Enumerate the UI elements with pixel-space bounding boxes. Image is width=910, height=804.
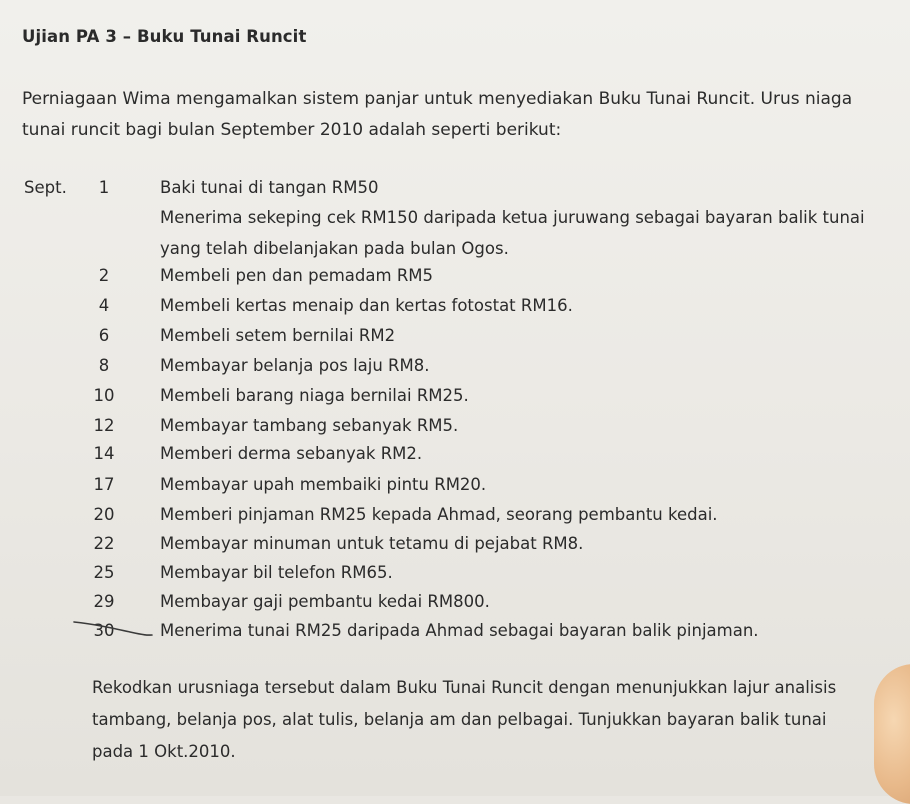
transaction-description: Membayar tambang sebanyak RM5. bbox=[160, 416, 459, 435]
transaction-description: Membayar bil telefon RM65. bbox=[160, 563, 393, 582]
transaction-day: 8 bbox=[98, 356, 110, 375]
transaction-day: 4 bbox=[98, 296, 110, 315]
transaction-description: Baki tunai di tangan RM50 bbox=[160, 178, 379, 197]
transaction-description: Menerima tunai RM25 daripada Ahmad sebagai bayaran balik pinjaman. bbox=[160, 621, 759, 640]
transaction-day: 14 bbox=[93, 444, 115, 463]
intro-paragraph: Perniagaan Wima mengamalkan sistem panjar untuk menyediakan Buku Tunai Runcit. Urus niaga tunai runcit bagi bulan September 2010 adalah seperti berikut: bbox=[22, 89, 853, 140]
handwritten-underline-mark bbox=[72, 616, 154, 636]
instruction-paragraph: Rekodkan urusniaga tersebut dalam Buku Tunai Runcit dengan menunjukkan lajur analisis tambang, belanja pos, alat tulis, belanja am dan pelbagai. Tunjukkan bayaran balik tunai pada 1 Okt.2010. bbox=[92, 678, 837, 761]
transaction-day: 1 bbox=[98, 178, 110, 197]
transaction-day: 6 bbox=[98, 326, 110, 345]
transaction-description: Membayar gaji pembantu kedai RM800. bbox=[160, 592, 490, 611]
transaction-day: 17 bbox=[93, 475, 115, 494]
thumb-finger-edge bbox=[874, 664, 910, 804]
month-label: Sept. bbox=[24, 178, 67, 197]
transaction-description: Membayar minuman untuk tetamu di pejabat RM8. bbox=[160, 534, 584, 553]
transaction-description: Memberi pinjaman RM25 kepada Ahmad, seorang pembantu kedai. bbox=[160, 505, 718, 524]
transaction-description: Membeli kertas menaip dan kertas fotostat RM16. bbox=[160, 296, 573, 315]
transaction-description: Membayar belanja pos laju RM8. bbox=[160, 356, 430, 375]
transaction-description: Membeli barang niaga bernilai RM25. bbox=[160, 386, 469, 405]
transaction-day: 10 bbox=[93, 386, 115, 405]
transaction-description: Membayar upah membaiki pintu RM20. bbox=[160, 475, 487, 494]
transaction-day: 29 bbox=[93, 592, 115, 611]
document-title: Ujian PA 3 – Buku Tunai Runcit bbox=[22, 27, 307, 46]
transaction-day: 30 bbox=[93, 621, 115, 640]
transaction-day: 2 bbox=[98, 266, 110, 285]
transaction-description: Membeli pen dan pemadam RM5 bbox=[160, 266, 434, 285]
transaction-description: Membeli setem bernilai RM2 bbox=[160, 326, 396, 345]
transaction-day: 12 bbox=[93, 416, 115, 435]
transaction-day: 20 bbox=[93, 505, 115, 524]
transaction-day: 22 bbox=[93, 534, 115, 553]
transaction-description: Memberi derma sebanyak RM2. bbox=[160, 444, 423, 463]
transaction-day: 25 bbox=[93, 563, 115, 582]
transaction-description: Menerima sekeping cek RM150 daripada ketua juruwang sebagai bayaran balik tunai yang telah dibelanjakan pada bulan Ogos. bbox=[160, 208, 865, 258]
